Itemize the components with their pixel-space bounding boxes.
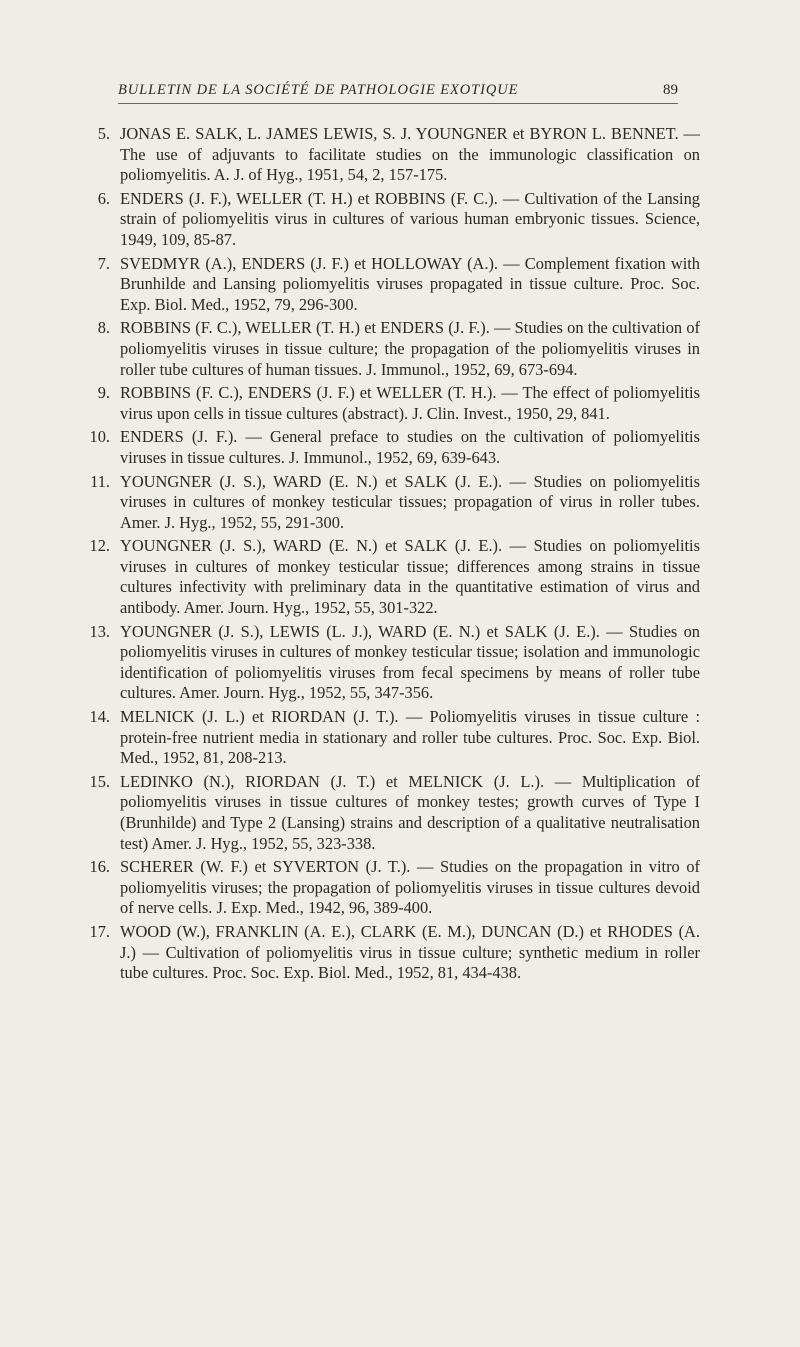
- reference-item: [48, 922, 700, 984]
- reference-list: [48, 124, 700, 987]
- reference-text: ENDERS (J. F.). — General preface to studies on the cultivation of poliomyelitis viruses in tissue cultures. J. Immunol., 1952, 69, 639-643.: [120, 427, 700, 467]
- reference-text: WOOD (W.), FRANKLIN (A. E.), CLARK (E. M.), DUNCAN (D.) et RHODES (A. J.) — Cultivation of poliomyelitis virus in tissue culture; synthetic medium in roller tube cultures. Proc. Soc. Exp. Biol. Med., 1952, 81, 434-438.: [120, 921, 700, 983]
- reference-number: 13.: [89, 621, 110, 641]
- journal-title: BULLETIN DE LA SOCIÉTÉ DE PATHOLOGIE EXOTIQUE: [118, 82, 519, 98]
- reference-item: [48, 124, 700, 186]
- reference-number: 8.: [97, 318, 110, 338]
- running-header: [118, 82, 678, 104]
- reference-item: [48, 857, 700, 919]
- reference-item: [48, 427, 700, 468]
- reference-number: 12.: [89, 536, 110, 556]
- reference-number: 5.: [97, 124, 110, 143]
- reference-number: 15.: [89, 771, 110, 791]
- reference-text: YOUNGNER (J. S.), WARD (E. N.) et SALK (J. E.). — Studies on poliomyelitis viruses in cultures of monkey testicular tissue; differences among strains in tissue cultures infectivity with preliminary data in the quantitative estimation of virus and antibody. Amer. Journ. Hyg., 1952, 55, 301-322.: [120, 536, 700, 618]
- reference-text: JONAS E. SALK, L. JAMES LEWIS, S. J. YOUNGNER et BYRON L. BENNET. — The use of adjuvants to facilitate studies on the immunologic classification on poliomyelitis. A. J. of Hyg., 1951, 54, 2, 157-175.: [120, 124, 700, 185]
- reference-number: 7.: [97, 253, 110, 273]
- reference-number: 14.: [89, 707, 110, 727]
- reference-number: 17.: [89, 921, 110, 941]
- reference-text: ROBBINS (F. C.), WELLER (T. H.) et ENDERS (J. F.). — Studies on the cultivation of poliomyelitis viruses in tissue culture; the propagation of the poliomyelitis viruses in roller tube cultures of human tissues. J. Immunol., 1952, 69, 673-694.: [120, 318, 700, 379]
- reference-item: [48, 189, 700, 251]
- reference-item: [48, 472, 700, 534]
- reference-text: SCHERER (W. F.) et SYVERTON (J. T.). — Studies on the propagation in vitro of poliomyelitis viruses; the propagation of poliomyelitis viruses in tissue cultures devoid of nerve cells. J. Exp. Med., 1942, 96, 389-400.: [120, 857, 700, 918]
- reference-item: [48, 536, 700, 618]
- reference-text: MELNICK (J. L.) et RIORDAN (J. T.). — Poliomyelitis viruses in tissue culture : protein-free nutrient media in stationary and roller tube cultures. Proc. Soc. Exp. Biol. Med., 1952, 81, 208-213.: [120, 707, 700, 768]
- reference-text: YOUNGNER (J. S.), LEWIS (L. J.), WARD (E. N.) et SALK (J. E.). — Studies on poliomyelitis viruses in cultures of monkey testicular tissue; isolation and immunologic identification of poliomyelitis viruses from fecal specimens by means of roller tube cultures. Amer. Journ. Hyg., 1952, 55, 347-356.: [120, 621, 700, 703]
- reference-text: YOUNGNER (J. S.), WARD (E. N.) et SALK (J. E.). — Studies on poliomyelitis viruses in cultures of monkey testicular tissues; propagation of virus in roller tubes. Amer. J. Hyg., 1952, 55, 291-300.: [120, 471, 700, 532]
- reference-number: 6.: [97, 188, 110, 208]
- reference-text: LEDINKO (N.), RIORDAN (J. T.) et MELNICK (J. L.). — Multiplication of poliomyelitis viruses in tissue cultures of monkey testes; growth curves of Type I (Brunhilde) and Type 2 (Lansing) strains and description of a qualitative neutralisation test) Amer. J. Hyg., 1952, 55, 323-338.: [120, 771, 700, 853]
- reference-text: SVEDMYR (A.), ENDERS (J. F.) et HOLLOWAY (A.). — Complement fixation with Brunhilde and Lansing poliomyelitis viruses propagated in tissue culture. Proc. Soc. Exp. Biol. Med., 1952, 79, 296-300.: [120, 253, 700, 314]
- reference-number: 16.: [89, 857, 110, 877]
- reference-item: [48, 622, 700, 704]
- reference-number: 11.: [90, 471, 110, 491]
- reference-text: ROBBINS (F. C.), ENDERS (J. F.) et WELLER (T. H.). — The effect of poliomyelitis virus upon cells in tissue cultures (abstract). J. Clin. Invest., 1950, 29, 841.: [120, 383, 700, 423]
- reference-item: [48, 383, 700, 424]
- page-number: 89: [663, 82, 678, 98]
- reference-item: [48, 707, 700, 769]
- reference-item: [48, 318, 700, 380]
- reference-item: [48, 772, 700, 854]
- reference-text: ENDERS (J. F.), WELLER (T. H.) et ROBBINS (F. C.). — Cultivation of the Lansing strain of poliomyelitis virus in cultures of various human embryonic tissues. Science, 1949, 109, 85-87.: [120, 188, 700, 249]
- reference-item: [48, 254, 700, 316]
- reference-number: 10.: [89, 427, 110, 447]
- reference-number: 9.: [97, 383, 110, 403]
